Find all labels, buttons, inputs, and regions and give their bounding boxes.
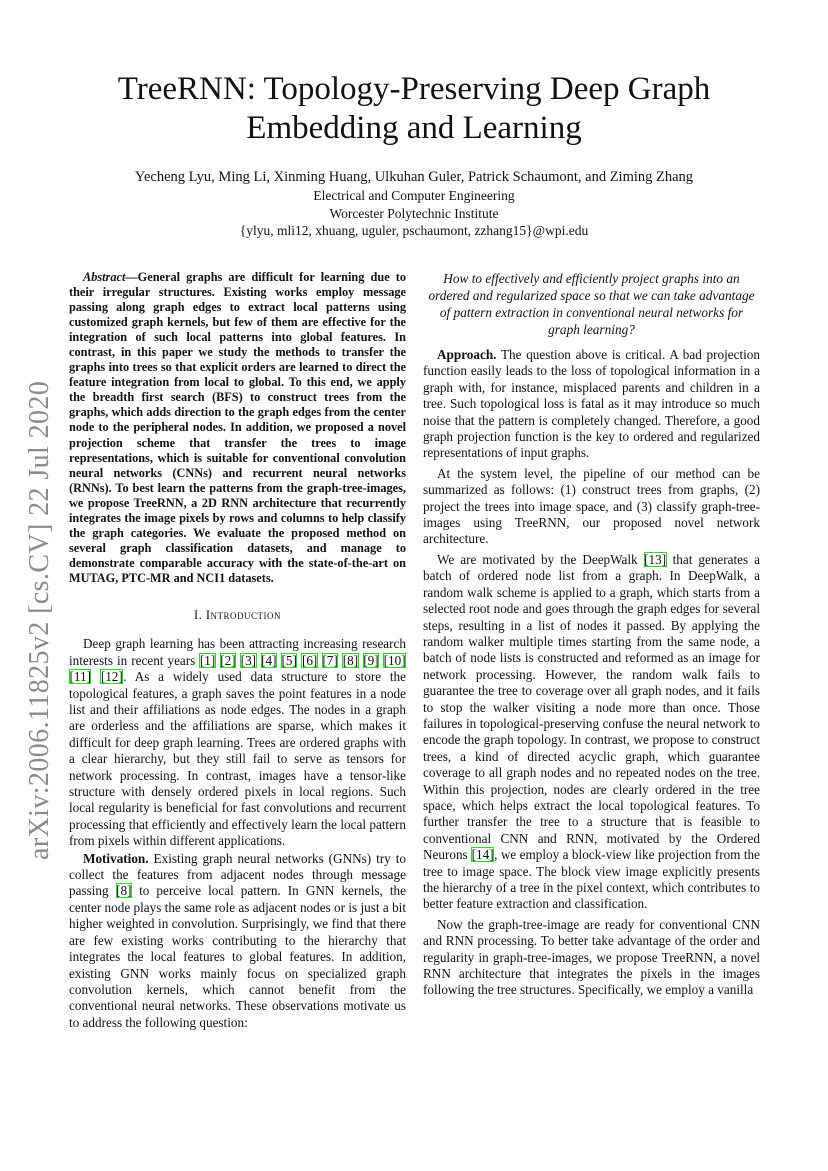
deepwalk-text: that generates a batch of ordered node list from a graph. In DeepWalk, a random walk scheme is applied to a graph, which starts from a selected root node and goes through the graph edges for several steps, resulting in a list of nodes it passed. By applying the random walker multiple times starting from the same node, a batch of node lists is constructed and reformed as an image for network processing. However, the random walk fails to guarantee the tree to coverage over all graph nodes, and it fails to stop the walker visiting a node more than once. Those failures in topological-preserving confuse the neural network to encode the graph topology. In contrast, we propose to construct trees, a kind of directed acyclic graph, which guarantee coverage to all graph nodes and no repeated nodes on the tree. Within this projection, nodes are clearly ordered in the tree space, which helps extract the local topological features. To further transfer the tree to a structure that is feasible to conventional CNN and RNN, motivated by the Ordered Neurons [423,551,761,863]
approach-text: The question above is critical. A bad projection function easily leads to the loss of topological information in a graph with, for instance, misplaced parents and children in a tree. Such topological loss is fatal as it may introduce so much noise that the pattern is completely changed. Therefore, a good graph projection function is the key to ordered and regularized representations of input graphs. [423,347,760,461]
abstract-text: —General graphs are difficult for learning due to their irregular structures. Existing works employ message passing along graph edges to extract local patterns using customized graph kernels, but few of them are effective for the integration of such local patterns into global features. In contrast, in this paper we study the methods to transfer the graphs into trees so that explicit orders are learned to direct the feature integration from local to global. To this end, we apply the breadth first search (BFS) to construct trees from the graphs, which adds direction to the graph edges from the center node to the peripheral nodes. In addition, we proposed a novel projection scheme that transfer the trees to image representations, which is suitable for conventional convolution neural networks (CNNs) and recurrent neural networks (RNNs). To best learn the patterns from the graph-tree-images, we propose TreeRNN, a 2D RNN architecture that recurrently integrates the image pixels by rows and columns to help classify the graph categories. We evaluate the proposed method on several graph classification datasets, and manage to demonstrate comparable accuracy with the state-of-the-art on MUTAG, PTC-MR and NCI1 datasets. [69,270,406,585]
approach-heading: Approach. [437,347,497,362]
citation-link[interactable]: [1] [199,652,216,668]
citation-link[interactable]: [5] [281,652,297,668]
section-number: I. [193,607,206,622]
affiliation [60,187,768,240]
institution: Worcester Polytechnic Institute [329,205,499,221]
deepwalk-text: We are motivated by the DeepWalk [437,551,644,567]
pipeline-paragraph: At the system level, the pipeline of our method can be summarized as follows: (1) construct trees from graphs, (2) project the trees into image space, and (3) classify graph-tree-images using TreeRNN, our proposed novel network architecture. [423,465,760,547]
paper-title [80,70,748,148]
motivation-text: Existing graph neural networks (GNNs) try to collect the features from adjacent nodes through message passing [69,850,406,899]
right-column [423,270,760,1003]
citation-link[interactable]: [2] [220,652,236,668]
section-title: Introduction [205,607,282,622]
citation-link[interactable]: [12] [100,669,123,685]
motivation-paragraph [69,851,406,1031]
intro-text: Deep graph learning has been attracting increasing research interests in recent years [69,636,406,668]
abstract-lead: Abstract [83,270,126,284]
abstract [69,270,406,586]
approach-paragraph [423,347,760,462]
author-list: Yecheng Lyu, Ming Li, Xinming Huang, Ulkuhan Guler, Patrick Schaumont, and Ziming Zhang [134,169,694,185]
section-heading-introduction [69,607,406,623]
deepwalk-paragraph [423,552,760,913]
intro-paragraph-1 [69,636,406,849]
citation-link[interactable]: [8] [116,883,132,899]
citation-link[interactable]: [10] [383,652,406,668]
arxiv-stamp [18,370,58,870]
title-line-2: Embedding and Learning [246,110,582,146]
citation-link[interactable]: [3] [240,652,257,668]
deepwalk-text: , we employ a block-view like projection from the tree to image space. The block view image explicitly presents the hierarchy of a tree in the pixel context, which contributes to better feature extraction and classification. [423,847,760,912]
treernn-paragraph: Now the graph-tree-image are ready for conventional CNN and RNN processing. To better take advantage of the order and regularity in graph-tree-images, we propose TreeRNN, a novel RNN architecture that integrates the pixels in the images following the tree structures. Specifically, we employ a vanilla [423,916,760,998]
left-column [69,270,406,1031]
author-emails: {ylyu, mli12, xhuang, uguler, pschaumont, zzhang15}@wpi.edu [239,223,589,238]
citation-link[interactable]: [6] [301,652,318,668]
intro-text: . As a widely used data structure to store the topological features, a graph saves the point features in a node list and their affiliations as node edges. The nodes in a graph are orderless and the affiliations are sparse, which makes it difficult for deep graph learning. Trees are ordered graphs with a clear hierarchy, but they still fail to serve as tensors for network processing. In contrast, images have a tensor-like structure with densely ordered pixels in local regions. Such local regularity is beneficial for fast convolutions and recurrent processing that efficiently and effectively learn the local pattern from pixels within different applications. [69,669,406,849]
citation-link[interactable]: [4] [261,652,277,668]
motivation-heading: Motivation. [83,850,149,866]
citation-link[interactable]: [9] [363,652,379,668]
arxiv-identifier: arXiv:2006.11825v2 [cs.CV] 22 Jul 2020 [24,380,55,860]
citation-link[interactable]: [11] [69,669,91,685]
citation-link[interactable]: [13] [644,551,667,567]
title-line-1: TreeRNN: Topology-Preserving Deep Graph [117,71,711,107]
citation-link[interactable]: [14] [471,847,494,863]
department: Electrical and Computer Engineering [313,188,515,203]
research-question: How to effectively and efficiently project graphs into an ordered and regularized space so that we can take advantage of pattern extraction in conventional neural networks for graph learning? [428,271,755,337]
citation-link[interactable]: [7] [322,652,338,668]
citation-link[interactable]: [8] [342,652,359,668]
motivation-text: to perceive local pattern. In GNN kernels, the center node plays the same role as adjacent nodes or is just a bit higher weighted in convolution. Surprisingly, we find that there are few existing works contributing to the hierarchy that integrates the local features to global features. In addition, existing GNN works mainly focus on specialized graph convolution kernels, which cannot benefit from the conventional neural networks. These observations motivate us to address the following question: [69,883,406,1030]
